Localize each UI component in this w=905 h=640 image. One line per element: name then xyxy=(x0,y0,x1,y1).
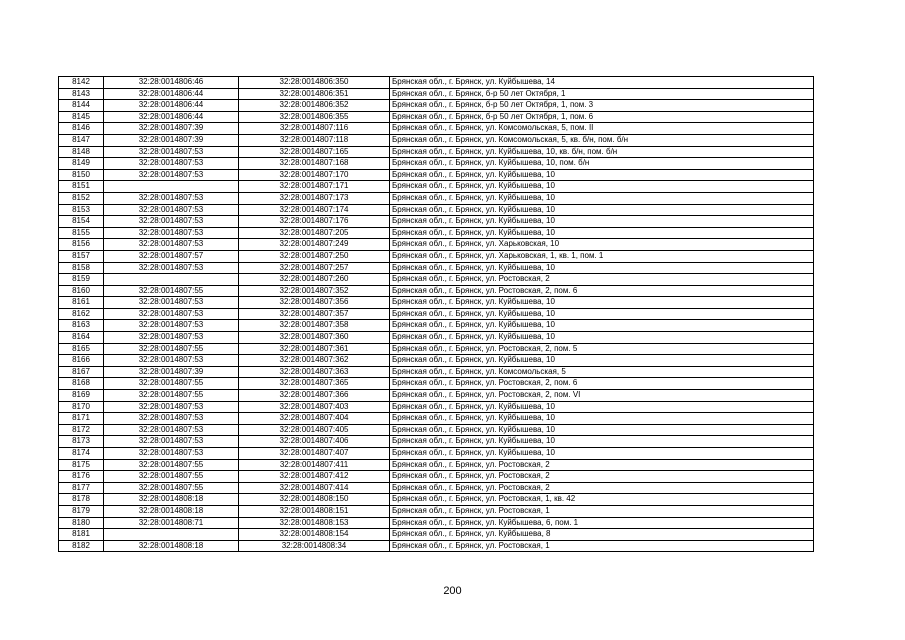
table-row xyxy=(59,146,814,158)
cadastral-number-cell: 32:28:0014807:405 xyxy=(239,424,390,436)
row-number-cell: 8149 xyxy=(59,158,104,170)
address-cell: Брянская обл., г. Брянск, ул. Куйбышева, 10 xyxy=(390,448,814,460)
parent-cadastral-number-cell: 32:28:0014807:53 xyxy=(104,308,239,320)
parent-cadastral-number-cell: 32:28:0014807:39 xyxy=(104,366,239,378)
address-cell: Брянская обл., г. Брянск, ул. Ростовская, 1, кв. 42 xyxy=(390,494,814,506)
row-number-cell: 8155 xyxy=(59,227,104,239)
address-cell: Брянская обл., г. Брянск, ул. Комсомольская, 5 xyxy=(390,366,814,378)
row-number-cell: 8179 xyxy=(59,505,104,517)
address-cell: Брянская обл., г. Брянск, ул. Ростовская, 2 xyxy=(390,471,814,483)
address-cell: Брянская обл., г. Брянск, б-р 50 лет Октября, 1, пом. 6 xyxy=(390,111,814,123)
parent-cadastral-number-cell xyxy=(104,529,239,541)
table-row xyxy=(59,239,814,251)
cadastral-number-cell: 32:28:0014807:363 xyxy=(239,366,390,378)
table-row xyxy=(59,459,814,471)
row-number-cell: 8181 xyxy=(59,529,104,541)
address-cell: Брянская обл., г. Брянск, ул. Ростовская, 1 xyxy=(390,505,814,517)
row-number-cell: 8153 xyxy=(59,204,104,216)
cadastral-number-cell: 32:28:0014807:406 xyxy=(239,436,390,448)
address-cell: Брянская обл., г. Брянск, ул. Ростовская, 1 xyxy=(390,540,814,552)
address-cell: Брянская обл., г. Брянск, ул. Куйбышева, 10 xyxy=(390,181,814,193)
parent-cadastral-number-cell: 32:28:0014807:53 xyxy=(104,146,239,158)
cadastral-number-cell: 32:28:0014807:174 xyxy=(239,204,390,216)
cadastral-number-cell: 32:28:0014807:360 xyxy=(239,332,390,344)
cadastral-number-cell: 32:28:0014808:150 xyxy=(239,494,390,506)
table-row xyxy=(59,181,814,193)
parent-cadastral-number-cell: 32:28:0014807:53 xyxy=(104,192,239,204)
row-number-cell: 8154 xyxy=(59,216,104,228)
address-cell: Брянская обл., г. Брянск, ул. Ростовская, 2, пом. VI xyxy=(390,390,814,402)
table-row xyxy=(59,540,814,552)
address-cell: Брянская обл., г. Брянск, ул. Куйбышева, 10, пом. б/н xyxy=(390,158,814,170)
parent-cadastral-number-cell xyxy=(104,181,239,193)
row-number-cell: 8167 xyxy=(59,366,104,378)
table-row xyxy=(59,343,814,355)
cadastral-number-cell: 32:28:0014807:116 xyxy=(239,123,390,135)
parent-cadastral-number-cell: 32:28:0014807:53 xyxy=(104,239,239,251)
table-row xyxy=(59,100,814,112)
row-number-cell: 8163 xyxy=(59,320,104,332)
row-number-cell: 8161 xyxy=(59,297,104,309)
table-row xyxy=(59,494,814,506)
table-row xyxy=(59,216,814,228)
table-row xyxy=(59,192,814,204)
address-cell: Брянская обл., г. Брянск, ул. Харьковская, 10 xyxy=(390,239,814,251)
parent-cadastral-number-cell xyxy=(104,274,239,286)
parent-cadastral-number-cell: 32:28:0014807:53 xyxy=(104,262,239,274)
row-number-cell: 8152 xyxy=(59,192,104,204)
address-cell: Брянская обл., г. Брянск, ул. Куйбышева, 10 xyxy=(390,204,814,216)
table-row xyxy=(59,320,814,332)
cadastral-number-cell: 32:28:0014807:170 xyxy=(239,169,390,181)
parent-cadastral-number-cell: 32:28:0014807:53 xyxy=(104,436,239,448)
row-number-cell: 8175 xyxy=(59,459,104,471)
address-cell: Брянская обл., г. Брянск, б-р 50 лет Октября, 1, пом. 3 xyxy=(390,100,814,112)
parent-cadastral-number-cell: 32:28:0014806:46 xyxy=(104,77,239,89)
table-row xyxy=(59,297,814,309)
cadastral-number-cell: 32:28:0014807:118 xyxy=(239,134,390,146)
row-number-cell: 8146 xyxy=(59,123,104,135)
cadastral-number-cell: 32:28:0014806:351 xyxy=(239,88,390,100)
cadastral-number-cell: 32:28:0014807:352 xyxy=(239,285,390,297)
parent-cadastral-number-cell: 32:28:0014807:53 xyxy=(104,227,239,239)
row-number-cell: 8144 xyxy=(59,100,104,112)
cadastral-number-cell: 32:28:0014807:366 xyxy=(239,390,390,402)
address-cell: Брянская обл., г. Брянск, ул. Куйбышева, 8 xyxy=(390,529,814,541)
table-row xyxy=(59,355,814,367)
cadastral-number-cell: 32:28:0014807:358 xyxy=(239,320,390,332)
address-cell: Брянская обл., г. Брянск, ул. Куйбышева, 10 xyxy=(390,320,814,332)
cadastral-number-cell: 32:28:0014808:151 xyxy=(239,505,390,517)
table-row xyxy=(59,390,814,402)
address-cell: Брянская обл., г. Брянск, ул. Комсомольская, 5, пом. II xyxy=(390,123,814,135)
parent-cadastral-number-cell: 32:28:0014807:57 xyxy=(104,250,239,262)
row-number-cell: 8178 xyxy=(59,494,104,506)
table-row xyxy=(59,482,814,494)
row-number-cell: 8160 xyxy=(59,285,104,297)
row-number-cell: 8173 xyxy=(59,436,104,448)
cadastral-number-cell: 32:28:0014808:153 xyxy=(239,517,390,529)
cadastral-number-cell: 32:28:0014807:365 xyxy=(239,378,390,390)
row-number-cell: 8143 xyxy=(59,88,104,100)
parent-cadastral-number-cell: 32:28:0014807:55 xyxy=(104,343,239,355)
row-number-cell: 8145 xyxy=(59,111,104,123)
cadastral-number-cell: 32:28:0014807:205 xyxy=(239,227,390,239)
address-cell: Брянская обл., г. Брянск, б-р 50 лет Октября, 1 xyxy=(390,88,814,100)
parent-cadastral-number-cell: 32:28:0014807:55 xyxy=(104,285,239,297)
row-number-cell: 8142 xyxy=(59,77,104,89)
parent-cadastral-number-cell: 32:28:0014807:53 xyxy=(104,355,239,367)
table-row xyxy=(59,134,814,146)
row-number-cell: 8165 xyxy=(59,343,104,355)
parent-cadastral-number-cell: 32:28:0014807:53 xyxy=(104,448,239,460)
parent-cadastral-number-cell: 32:28:0014807:53 xyxy=(104,216,239,228)
cadastral-number-cell: 32:28:0014807:414 xyxy=(239,482,390,494)
parent-cadastral-number-cell: 32:28:0014806:44 xyxy=(104,111,239,123)
parent-cadastral-number-cell: 32:28:0014806:44 xyxy=(104,100,239,112)
cadastral-number-cell: 32:28:0014807:249 xyxy=(239,239,390,251)
table-row xyxy=(59,250,814,262)
row-number-cell: 8166 xyxy=(59,355,104,367)
table-row xyxy=(59,448,814,460)
table-row xyxy=(59,88,814,100)
table-row xyxy=(59,227,814,239)
row-number-cell: 8170 xyxy=(59,401,104,413)
cadastral-number-cell: 32:28:0014806:355 xyxy=(239,111,390,123)
parent-cadastral-number-cell: 32:28:0014808:18 xyxy=(104,494,239,506)
address-cell: Брянская обл., г. Брянск, ул. Куйбышева, 6, пом. 1 xyxy=(390,517,814,529)
parent-cadastral-number-cell: 32:28:0014807:55 xyxy=(104,390,239,402)
cadastral-number-cell: 32:28:0014806:350 xyxy=(239,77,390,89)
cadastral-number-cell: 32:28:0014807:361 xyxy=(239,343,390,355)
table-row xyxy=(59,308,814,320)
table-row xyxy=(59,436,814,448)
address-cell: Брянская обл., г. Брянск, ул. Ростовская, 2, пом. 6 xyxy=(390,378,814,390)
address-cell: Брянская обл., г. Брянск, ул. Куйбышева, 10 xyxy=(390,262,814,274)
address-cell: Брянская обл., г. Брянск, ул. Куйбышева, 10 xyxy=(390,355,814,367)
address-cell: Брянская обл., г. Брянск, ул. Куйбышева, 10 xyxy=(390,169,814,181)
row-number-cell: 8156 xyxy=(59,239,104,251)
cadastral-number-cell: 32:28:0014807:403 xyxy=(239,401,390,413)
row-number-cell: 8151 xyxy=(59,181,104,193)
row-number-cell: 8182 xyxy=(59,540,104,552)
parent-cadastral-number-cell: 32:28:0014808:71 xyxy=(104,517,239,529)
parent-cadastral-number-cell: 32:28:0014807:55 xyxy=(104,471,239,483)
cadastral-number-cell: 32:28:0014808:34 xyxy=(239,540,390,552)
address-cell: Брянская обл., г. Брянск, ул. Куйбышева, 10 xyxy=(390,297,814,309)
cadastral-number-cell: 32:28:0014806:352 xyxy=(239,100,390,112)
row-number-cell: 8158 xyxy=(59,262,104,274)
row-number-cell: 8172 xyxy=(59,424,104,436)
cadastral-number-cell: 32:28:0014807:411 xyxy=(239,459,390,471)
row-number-cell: 8157 xyxy=(59,250,104,262)
parent-cadastral-number-cell: 32:28:0014807:39 xyxy=(104,134,239,146)
address-cell: Брянская обл., г. Брянск, ул. Харьковская, 1, кв. 1, пом. 1 xyxy=(390,250,814,262)
parent-cadastral-number-cell: 32:28:0014807:53 xyxy=(104,320,239,332)
parent-cadastral-number-cell: 32:28:0014807:53 xyxy=(104,297,239,309)
row-number-cell: 8168 xyxy=(59,378,104,390)
parent-cadastral-number-cell: 32:28:0014807:53 xyxy=(104,424,239,436)
cadastral-number-cell: 32:28:0014807:173 xyxy=(239,192,390,204)
table-row xyxy=(59,285,814,297)
parent-cadastral-number-cell: 32:28:0014807:53 xyxy=(104,169,239,181)
cadastral-number-cell: 32:28:0014807:356 xyxy=(239,297,390,309)
address-cell: Брянская обл., г. Брянск, ул. Куйбышева, 10 xyxy=(390,332,814,344)
address-cell: Брянская обл., г. Брянск, ул. Ростовская, 2, пом. 5 xyxy=(390,343,814,355)
parent-cadastral-number-cell: 32:28:0014807:55 xyxy=(104,482,239,494)
address-cell: Брянская обл., г. Брянск, ул. Куйбышева, 10 xyxy=(390,424,814,436)
table-row xyxy=(59,204,814,216)
table-row xyxy=(59,366,814,378)
address-cell: Брянская обл., г. Брянск, ул. Куйбышева, 10 xyxy=(390,413,814,425)
cadastral-number-cell: 32:28:0014807:257 xyxy=(239,262,390,274)
row-number-cell: 8171 xyxy=(59,413,104,425)
table-row xyxy=(59,471,814,483)
address-cell: Брянская обл., г. Брянск, ул. Куйбышева, 10, кв. б/н, пом. б/н xyxy=(390,146,814,158)
row-number-cell: 8176 xyxy=(59,471,104,483)
cadastral-number-cell: 32:28:0014807:412 xyxy=(239,471,390,483)
address-cell: Брянская обл., г. Брянск, ул. Ростовская, 2 xyxy=(390,459,814,471)
address-cell: Брянская обл., г. Брянск, ул. Комсомольская, 5, кв. б/н, пом. б/н xyxy=(390,134,814,146)
table-row xyxy=(59,158,814,170)
parent-cadastral-number-cell: 32:28:0014806:44 xyxy=(104,88,239,100)
page-number: 200 xyxy=(443,585,462,597)
parent-cadastral-number-cell: 32:28:0014807:55 xyxy=(104,378,239,390)
table-row xyxy=(59,262,814,274)
parent-cadastral-number-cell: 32:28:0014807:53 xyxy=(104,401,239,413)
table-row xyxy=(59,517,814,529)
property-register-table xyxy=(58,76,814,552)
table-row xyxy=(59,274,814,286)
table-row xyxy=(59,505,814,517)
row-number-cell: 8164 xyxy=(59,332,104,344)
parent-cadastral-number-cell: 32:28:0014807:53 xyxy=(104,158,239,170)
parent-cadastral-number-cell: 32:28:0014807:55 xyxy=(104,459,239,471)
row-number-cell: 8180 xyxy=(59,517,104,529)
cadastral-number-cell: 32:28:0014808:154 xyxy=(239,529,390,541)
cadastral-number-cell: 32:28:0014807:168 xyxy=(239,158,390,170)
table-row xyxy=(59,401,814,413)
table-row xyxy=(59,169,814,181)
table-row xyxy=(59,123,814,135)
parent-cadastral-number-cell: 32:28:0014808:18 xyxy=(104,505,239,517)
row-number-cell: 8147 xyxy=(59,134,104,146)
cadastral-number-cell: 32:28:0014807:357 xyxy=(239,308,390,320)
cadastral-number-cell: 32:28:0014807:404 xyxy=(239,413,390,425)
address-cell: Брянская обл., г. Брянск, ул. Ростовская, 2 xyxy=(390,274,814,286)
address-cell: Брянская обл., г. Брянск, ул. Куйбышева, 10 xyxy=(390,227,814,239)
cadastral-number-cell: 32:28:0014807:250 xyxy=(239,250,390,262)
parent-cadastral-number-cell: 32:28:0014808:18 xyxy=(104,540,239,552)
row-number-cell: 8148 xyxy=(59,146,104,158)
cadastral-number-cell: 32:28:0014807:165 xyxy=(239,146,390,158)
parent-cadastral-number-cell: 32:28:0014807:53 xyxy=(104,204,239,216)
address-cell: Брянская обл., г. Брянск, ул. Куйбышева, 10 xyxy=(390,216,814,228)
parent-cadastral-number-cell: 32:28:0014807:39 xyxy=(104,123,239,135)
address-cell: Брянская обл., г. Брянск, ул. Куйбышева, 10 xyxy=(390,308,814,320)
row-number-cell: 8169 xyxy=(59,390,104,402)
row-number-cell: 8174 xyxy=(59,448,104,460)
address-cell: Брянская обл., г. Брянск, ул. Куйбышева, 10 xyxy=(390,192,814,204)
address-cell: Брянская обл., г. Брянск, ул. Куйбышева, 10 xyxy=(390,401,814,413)
table-row xyxy=(59,413,814,425)
parent-cadastral-number-cell: 32:28:0014807:53 xyxy=(104,413,239,425)
address-cell: Брянская обл., г. Брянск, ул. Куйбышева, 14 xyxy=(390,77,814,89)
row-number-cell: 8162 xyxy=(59,308,104,320)
table-row xyxy=(59,529,814,541)
cadastral-number-cell: 32:28:0014807:407 xyxy=(239,448,390,460)
cadastral-number-cell: 32:28:0014807:260 xyxy=(239,274,390,286)
row-number-cell: 8159 xyxy=(59,274,104,286)
cadastral-number-cell: 32:28:0014807:362 xyxy=(239,355,390,367)
cadastral-number-cell: 32:28:0014807:171 xyxy=(239,181,390,193)
address-cell: Брянская обл., г. Брянск, ул. Ростовская, 2, пом. 6 xyxy=(390,285,814,297)
row-number-cell: 8150 xyxy=(59,169,104,181)
table-row xyxy=(59,424,814,436)
table-row xyxy=(59,332,814,344)
address-cell: Брянская обл., г. Брянск, ул. Ростовская, 2 xyxy=(390,482,814,494)
register-table-body xyxy=(59,77,814,552)
table-row xyxy=(59,111,814,123)
row-number-cell: 8177 xyxy=(59,482,104,494)
cadastral-number-cell: 32:28:0014807:176 xyxy=(239,216,390,228)
table-row xyxy=(59,77,814,89)
table-row xyxy=(59,378,814,390)
parent-cadastral-number-cell: 32:28:0014807:53 xyxy=(104,332,239,344)
address-cell: Брянская обл., г. Брянск, ул. Куйбышева, 10 xyxy=(390,436,814,448)
